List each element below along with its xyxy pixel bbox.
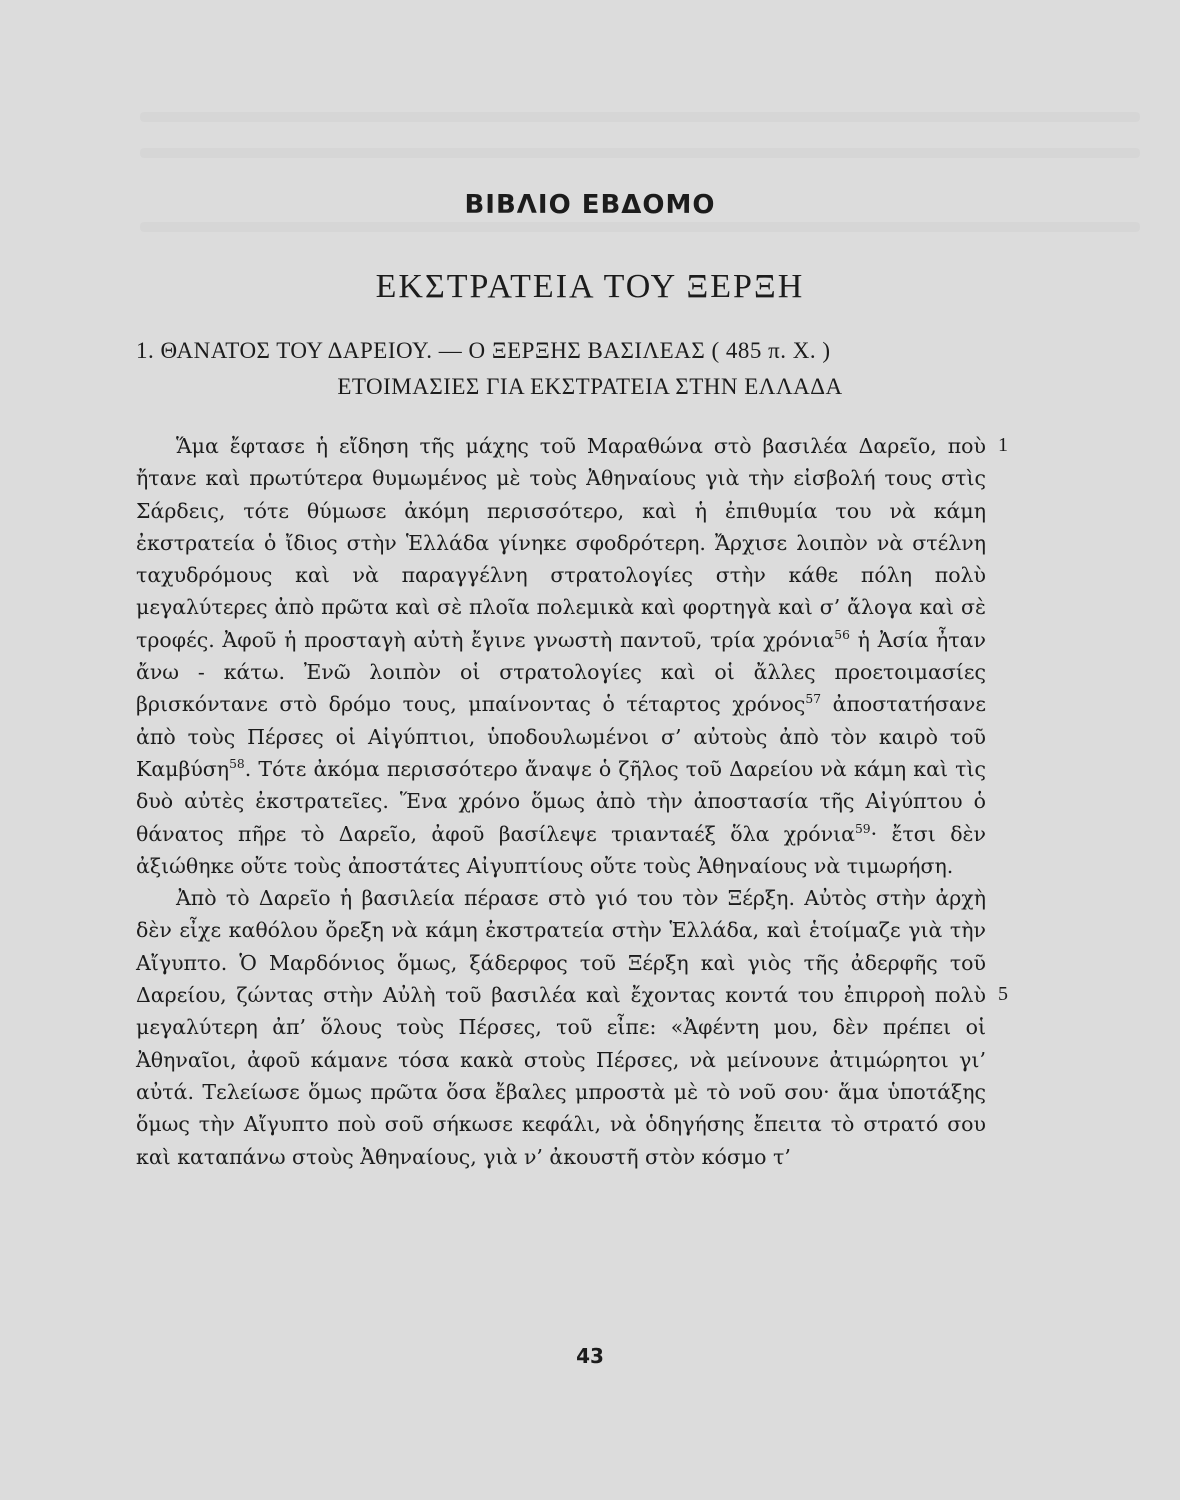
book-title: ΒΙΒΛΙΟ ΕΒΔΟΜΟ <box>464 190 716 220</box>
section-title: ΕΚΣΤΡΑΤΕΙΑ ΤΟΥ ΞΕΡΞΗ <box>375 268 805 305</box>
chapter-heading-line2: ΕΤΟΙΜΑΣΙΕΣ ΓΙΑ ΕΚΣΤΡΑΤΕΙΑ ΣΤΗΝ ΕΛΛΑΔΑ <box>337 374 843 399</box>
footnote-ref: 58 <box>229 757 245 772</box>
bleed-through-line <box>140 222 1140 232</box>
page-number: 43 <box>576 1344 604 1368</box>
body-text <box>136 430 986 1173</box>
footnote-ref: 59 <box>854 821 871 836</box>
paragraph-1: Ἅμα ἔφτασε ἡ εἴδηση τῆς μάχης τοῦ Μαραθώνα στὸ βασιλέα Δαρεῖο, ποὺ ἤτανε καὶ πρωτύτερα θυμωμένος μὲ τοὺς Ἀθηναίους γιὰ τὴν εἰσβολή τους στὶς Σάρδεις, τότε θύμωσε ἀκόμη περισσότερο, καὶ ἡ ἐπιθυμία του νὰ κάμη ἐκστρατεία ὁ ἴδιος στὴν Ἑλλάδα γίνηκε σφοδρότερη. Ἄρχισε λοιπὸν νὰ στέλνη ταχυδρόμους καὶ νὰ παραγγέλνη στρατολογίες στὴν κάθε πόλη πολὺ μεγαλύτερες ἀπὸ πρῶτα καὶ σὲ πλοῖα πολεμικὰ καὶ φορτηγὰ καὶ σ’ ἄλογα καὶ σὲ τροφές. Ἀφοῦ ἡ προσταγὴ αὐτὴ ἔγινε γνωστὴ παντοῦ, τρία χρόνια$^{56}$ ἡ Ἀσία ἦταν ἄνω - κάτω. Ἐνῶ λοιπὸν οἱ στρατολογίες καὶ οἱ ἄλλες προετοιμασίες βρισκόντανε στὸ δρόμο τους, μπαίνοντας ὁ τέταρτος χρόνος$^{57}$ ἀποστατήσανε ἀπὸ τοὺς Πέρσες οἱ Αἰγύπτιοι, ὑποδουλωμένοι σ’ αὐτοὺς ἀπὸ τὸν καιρὸ τοῦ Καμβύση$^{58}$. Τότε ἀκόμα περισσότερο ἄναψε ὁ ζῆλος τοῦ Δαρείου νὰ κάμη καὶ τὶς δυὸ αὐτὲς ἐκστρατεῖες. Ἕνα χρόνο ὅμως ἀπὸ τὴν ἀποστασία τῆς Αἰγύπτου ὁ θάνατος πῆρε τὸ Δαρεῖο, ἀφοῦ βασίλεψε τριανταέξ ὅλα χρόνια$^{59}$· ἔτσι δὲν ἀξιώθηκε οὔτε τοὺς ἀποστάτες Αἰγυπτίους οὔτε τοὺς Ἀθηναίους νὰ τιμωρήση. <box>136 434 986 878</box>
footnote-ref: 56 <box>834 627 850 642</box>
margin-line-number: 1 <box>998 434 1008 456</box>
bleed-through-line <box>140 148 1140 158</box>
margin-line-number: 5 <box>998 983 1008 1005</box>
paragraph-2: Ἀπὸ τὸ Δαρεῖο ἡ βασιλεία πέρασε στὸ γιό του τὸν Ξέρξη. Αὐτὸς στὴν ἀρχὴ δὲν εἶχε καθόλου ὄρεξη νὰ κάμη ἐκστρατεία στὴν Ἑλλάδα, καὶ ἑτοίμαζε γιὰ τὴν Αἴγυπτο. Ὁ Μαρδόνιος ὅμως, ξάδερφος τοῦ Ξέρξη καὶ γιὸς τῆς ἀδερφῆς τοῦ Δαρείου, ζώντας στὴν Αὐλὴ τοῦ βασιλέα καὶ ἔχοντας κοντά του ἐπιρροὴ πολὺ μεγαλύτερη ἀπ’ ὅλους τοὺς Πέρσες, τοῦ εἶπε: «Ἀφέντη μου, δὲν πρέπει οἱ Ἀθηναῖοι, ἀφοῦ κάμανε τόσα κακὰ στοὺς Πέρσες, νὰ μείνουνε ἀτιμώρητοι γι’ αὐτά. Τελείωσε ὅμως πρῶτα ὅσα ἔβαλες μπροστὰ μὲ τὸ νοῦ σου· ἅμα ὑποτάξης ὅμως τὴν Αἴγυπτο ποὺ σοῦ σήκωσε κεφάλι, νὰ ὁδηγήσης ἔπειτα τὸ στρατό σου καὶ καταπάνω στοὺς Ἀθηναίους, γιὰ ν’ ἀκουστῆ στὸν κόσμο τ’ <box>136 886 986 1169</box>
bleed-through-line <box>140 112 1140 122</box>
chapter-heading-line1: 1. ΘΑΝΑΤΟΣ ΤΟΥ ΔΑΡΕΙΟΥ. — Ο ΞΕΡΞΗΣ ΒΑΣΙΛΕΑΣ ( 485 π. Χ. ) <box>136 338 831 363</box>
footnote-ref: 57 <box>805 692 822 707</box>
